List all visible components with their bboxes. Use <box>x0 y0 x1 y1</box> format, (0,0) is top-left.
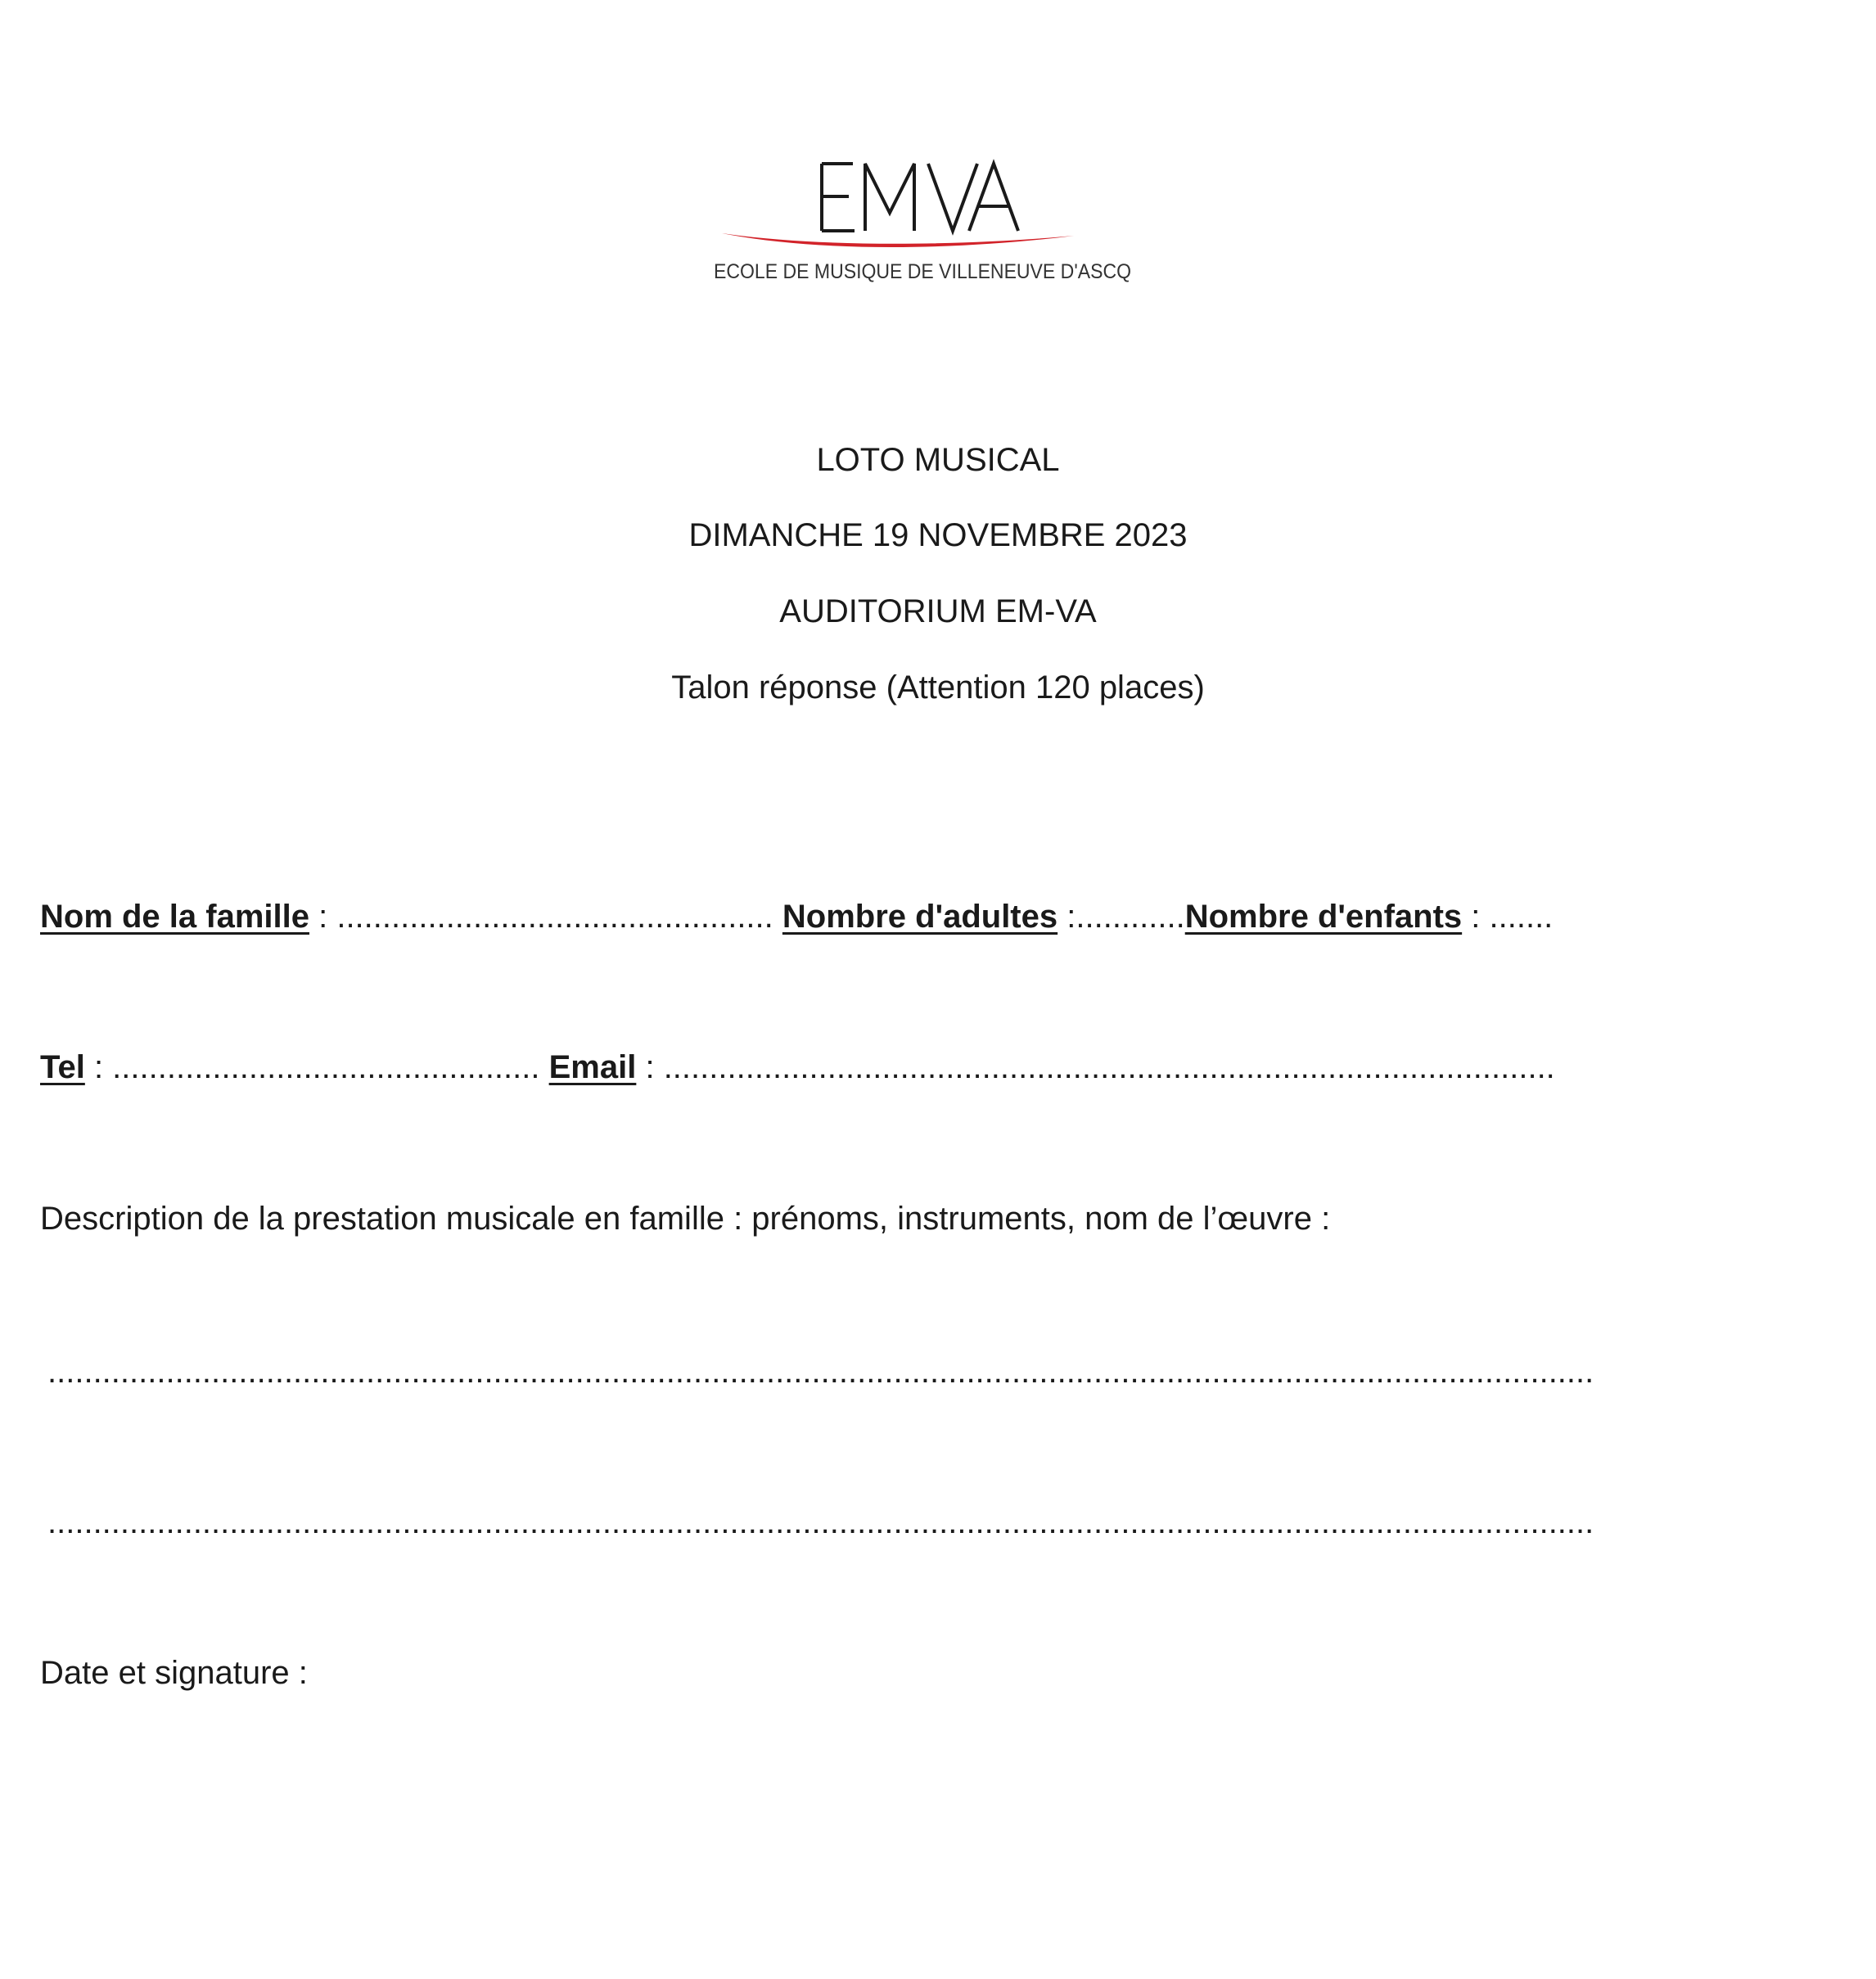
description-field-line-1[interactable]: .......................................................................................................................................................................... <box>47 1354 1594 1390</box>
family-row <box>40 897 1553 936</box>
family-name-sep: : <box>309 899 337 935</box>
logo-subtitle: ECOLE DE MUSIQUE DE VILLENEUVE D'ASCQ <box>714 260 1131 283</box>
emva-logo <box>714 156 1131 286</box>
adults-label: Nombre d'adultes <box>782 899 1058 935</box>
email-field[interactable]: .................................................................................................. <box>663 1049 1555 1085</box>
tel-label: Tel <box>40 1049 85 1085</box>
form-subtitle: Talon réponse (Attention 120 places) <box>671 669 1205 705</box>
tel-sep: : <box>84 1049 113 1085</box>
family-name-label: Nom de la famille <box>40 899 309 935</box>
description-label: Description de la prestation musicale en famille : prénoms, instruments, nom de l’œuvre : <box>40 1201 1331 1237</box>
contact-row <box>40 1048 1555 1087</box>
description-field-line-2[interactable]: .......................................................................................................................................................................... <box>47 1504 1594 1540</box>
event-title: LOTO MUSICAL <box>816 442 1060 478</box>
email-label: Email <box>548 1049 637 1085</box>
adults-sep: : <box>1058 899 1076 935</box>
children-sep: : <box>1462 899 1490 935</box>
family-name-field[interactable]: ................................................ <box>336 899 773 935</box>
signature-label: Date et signature : <box>40 1655 308 1691</box>
adults-field[interactable]: ............ <box>1076 899 1185 935</box>
children-label: Nombre d'enfants <box>1184 899 1463 935</box>
email-sep: : <box>636 1049 664 1085</box>
event-date: DIMANCHE 19 NOVEMBRE 2023 <box>688 517 1188 553</box>
event-venue: AUDITORIUM EM-VA <box>779 593 1097 629</box>
logo-swoosh <box>722 233 1074 247</box>
children-field[interactable]: ....... <box>1489 899 1554 935</box>
tel-field[interactable]: ............................................... <box>112 1049 540 1085</box>
emva-logo-graphic <box>714 156 1131 286</box>
